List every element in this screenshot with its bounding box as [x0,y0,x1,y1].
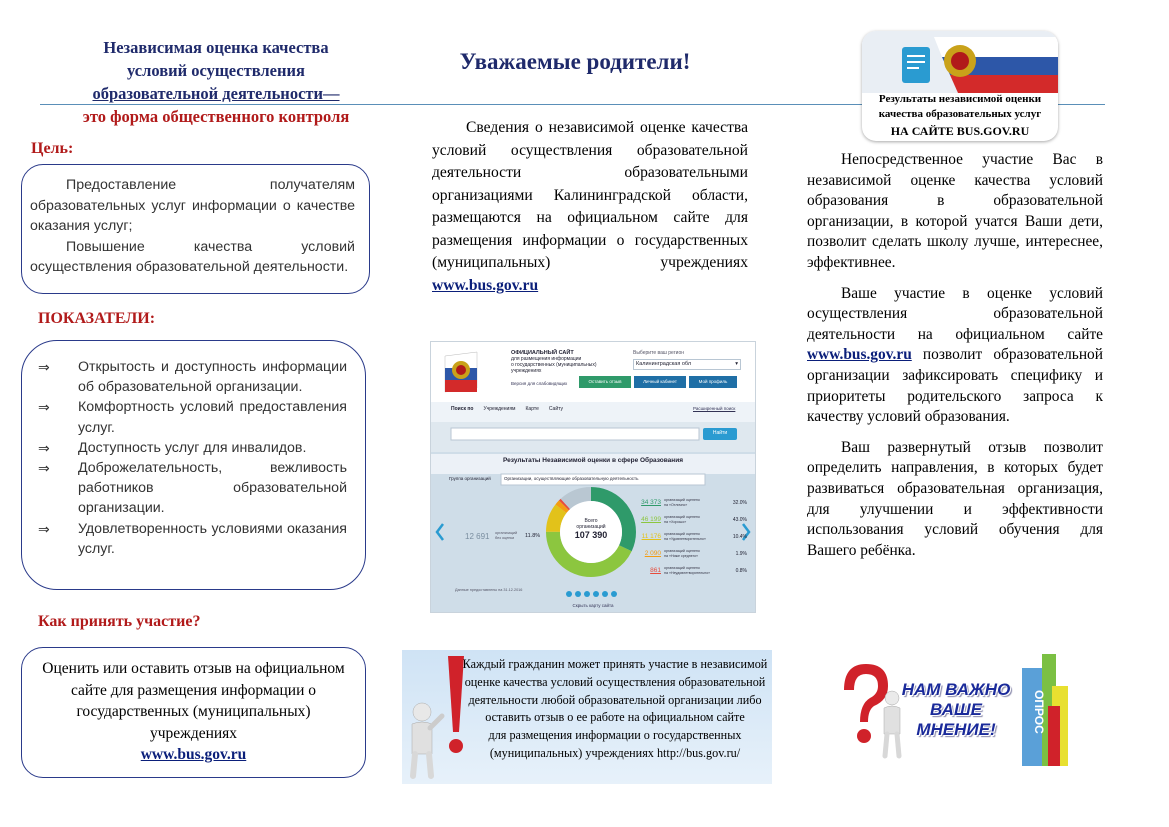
result-row [635,562,747,579]
list-item [38,357,347,397]
page-title [40,36,392,128]
goal-text-1: Предоставление получателям образовательных услуг информации о качестве оказания услуг; [30,177,355,234]
site-sub-3: учреждениях [511,368,542,374]
result-label [664,498,727,506]
result-count: 2 090 [644,550,661,557]
banner-line: (муниципальных) учреждениях http://bus.gov.ru/ [489,745,741,760]
region-value: Калининградская обл [636,361,692,367]
donut-center [567,518,615,541]
goal-text-2: Повышение качества условий осуществления образовательной деятельности. [30,238,355,275]
indicators-heading: ПОКАЗАТЕЛИ: [38,310,156,327]
arrow-icon: ⇒ [38,439,50,456]
no-rating-count: 12 691 [465,532,490,541]
no-rating-label-1: организаций [495,531,518,535]
nav-item[interactable]: Поиск по [451,406,474,412]
site-title: ОФИЦИАЛЬНЫЙ САЙТ [511,350,574,356]
banner-text [462,656,768,763]
result-label [664,515,727,523]
result-label [664,532,727,540]
total-label-1: Всего [584,518,598,524]
results-title: Результаты Независимой оценки в сфере Образования [502,457,684,464]
group-label: Группа организаций [449,476,491,481]
arrow-icon: ⇒ [38,359,50,375]
list-item [38,438,347,458]
update-note: Данные предоставлены на 31.12.2016 [455,588,523,592]
total-label-2: организаций [576,524,606,530]
banner-line: оценке качества условий осуществления образовательной [464,674,766,689]
opinion-line-3: МНЕНИЕ! [916,720,996,739]
right-paragraph-2a: Ваше участие в оценке условий осуществления образовательной деятельности на официальном сайте [807,284,1103,343]
badge-line-2: качества образовательных услуг [878,108,1042,120]
result-label-2: на «Удовлетворительно» [664,536,706,541]
result-row [635,494,747,511]
result-label-2: на «Отлично» [664,502,688,507]
result-label-2: на «Хорошо» [664,519,687,524]
right-paragraph-2b: позволит образовательной организации зафиксировать специфику и приоритеты родительского запроса к качеству условий образования. [807,346,1103,426]
opinion-graphic [830,650,1090,770]
parents-title: Уважаемые родители! [459,49,691,74]
poll-label: ОПРОС [1032,690,1046,734]
title-line-4: это форма общественного контроля [82,107,350,126]
banner-line: оставить отзыв о ее работе на официальном сайте [485,710,745,725]
result-pct: 32.0% [732,499,747,506]
find-button[interactable]: Найти [712,430,728,436]
result-count: 34 373 [641,499,661,506]
badge-line-1: Результаты независимой оценки [878,93,1042,105]
badge-line-3: НА САЙТЕ BUS.GOV.RU [890,124,1030,138]
no-rating-label-2: без оценки [495,535,515,540]
arrow-icon: ⇒ [38,399,50,416]
participation-banner [402,650,772,784]
result-row [635,528,747,545]
result-row [635,511,747,528]
website-screenshot [430,341,756,613]
nav-item[interactable]: Сайту [548,406,563,412]
banner-line: для размещения информации о государственных [488,728,742,743]
result-pct: 1.9% [735,550,747,557]
list-item [38,397,347,437]
bus-gov-link[interactable]: www.bus.gov.ru [140,746,247,763]
result-row [635,545,747,562]
middle-text-block [432,117,748,297]
indicator-text: Открытость и доступность информации об образовательной организации. [78,359,347,396]
search-nav [451,406,563,412]
list-item [38,458,347,519]
goal-heading: Цель: [31,140,74,157]
results-rows [635,494,747,579]
indicators-box [21,340,366,590]
opinion-line-2: ВАШЕ [930,700,982,719]
bus-gov-link[interactable]: www.bus.gov.ru [807,346,912,364]
result-pct: 43.0% [732,516,747,523]
site-sub-1: для размещения информации [511,356,582,362]
total-count: 107 390 [574,530,608,540]
leave-review-button[interactable]: Оставить отзыв [579,376,631,388]
no-rating-label [495,531,517,540]
result-label-1: организаций оценено [664,532,700,537]
no-rating-pct: 11.8% [525,533,541,539]
title-line-1: Независимая оценка качества [103,38,329,57]
result-count: 46 199 [641,516,661,523]
nav-item[interactable]: Учреждениям [483,406,516,412]
russian-flag-crest-icon [862,31,1058,93]
right-text-column [807,150,1103,561]
bus-gov-link[interactable]: www.bus.gov.ru [432,276,539,294]
bus-gov-badge [862,31,1058,141]
cabinet-button[interactable]: Личный кабинет [634,376,686,388]
indicator-text: Удовлетворенность условиями оказания услуг. [78,520,347,557]
result-label [664,549,727,557]
result-pct: 0.8% [735,567,747,574]
indicator-text: Доступность услуг для инвалидов. [78,439,307,456]
result-count: 861 [650,567,661,574]
result-label-2: на «Неудовлетворительно» [664,570,711,575]
result-label-2: на «Ниже среднего» [664,553,699,558]
result-label-1: организаций оценено [664,515,700,520]
title-line-2: условий осуществления [127,61,305,80]
site-sub-2: о государственных (муниципальных) [511,362,597,368]
middle-text: Сведения о независимой оценке качества условий осуществления образовательной деятельности образовательными организациями Калининградской области, размещаются на официальном сайте для размещения информации о государственных (муниципальных) учреждениях [432,119,748,271]
site-heading [511,350,597,374]
right-paragraph-1: Непосредственное участие Вас в независимой оценке качества условий образования в образовательной организации, в которой учатся Ваши дети, позволит сделать школу лучше, интереснее, эффективнее. [807,151,1103,271]
region-select[interactable] [633,359,741,370]
advanced-search-link[interactable]: Расширенный поиск [693,406,736,411]
hide-sitemap-link[interactable]: Скрыть карту сайта [572,603,614,608]
participate-text: Оценить или оставить отзыв на официальном сайте для размещения информации о государственных (муниципальных) учреждениях [42,660,345,742]
low-vision-link[interactable]: Версия для слабовидящих [511,381,568,386]
result-label-1: организаций оценено [664,566,700,571]
banner-line: Каждый гражданин может принять участие в независимой [462,657,768,671]
result-label [664,566,727,574]
title-line-3: образовательной деятельности— [92,84,340,103]
group-select[interactable]: Организации, осуществляющие образовательную деятельность [504,476,639,481]
participate-heading: Как принять участие? [38,613,201,630]
list-item [38,519,347,559]
opinion-line-1: НАМ ВАЖНО [901,680,1011,699]
participate-box [21,647,366,778]
result-label-1: организаций оценено [664,549,700,554]
arrow-icon: ⇒ [38,460,50,477]
result-count: 11 176 [641,533,661,540]
banner-line: деятельности любой образовательной организации либо [468,692,762,707]
region-label: Выберите ваш регион [633,350,684,356]
profile-button[interactable]: Мой профиль [689,376,737,388]
indicator-text: Доброжелательность, вежливость работников образовательной организации. [78,460,347,517]
goal-box [21,164,370,294]
result-label-1: организаций оценено [664,498,700,503]
result-pct: 10.4% [732,533,747,540]
nav-item[interactable]: Карте [525,406,539,412]
arrow-icon: ⇒ [38,520,50,537]
chevron-down-icon: ▾ [735,361,738,367]
right-paragraph-3: Ваш развернутый отзыв позволит определить направления, в которых будет развиваться образовательная организация, для улучшении и эффективности использования условий обучения для Вашего ребёнка. [807,438,1103,559]
indicator-text: Комфортность условий предоставления услуг. [78,399,347,436]
